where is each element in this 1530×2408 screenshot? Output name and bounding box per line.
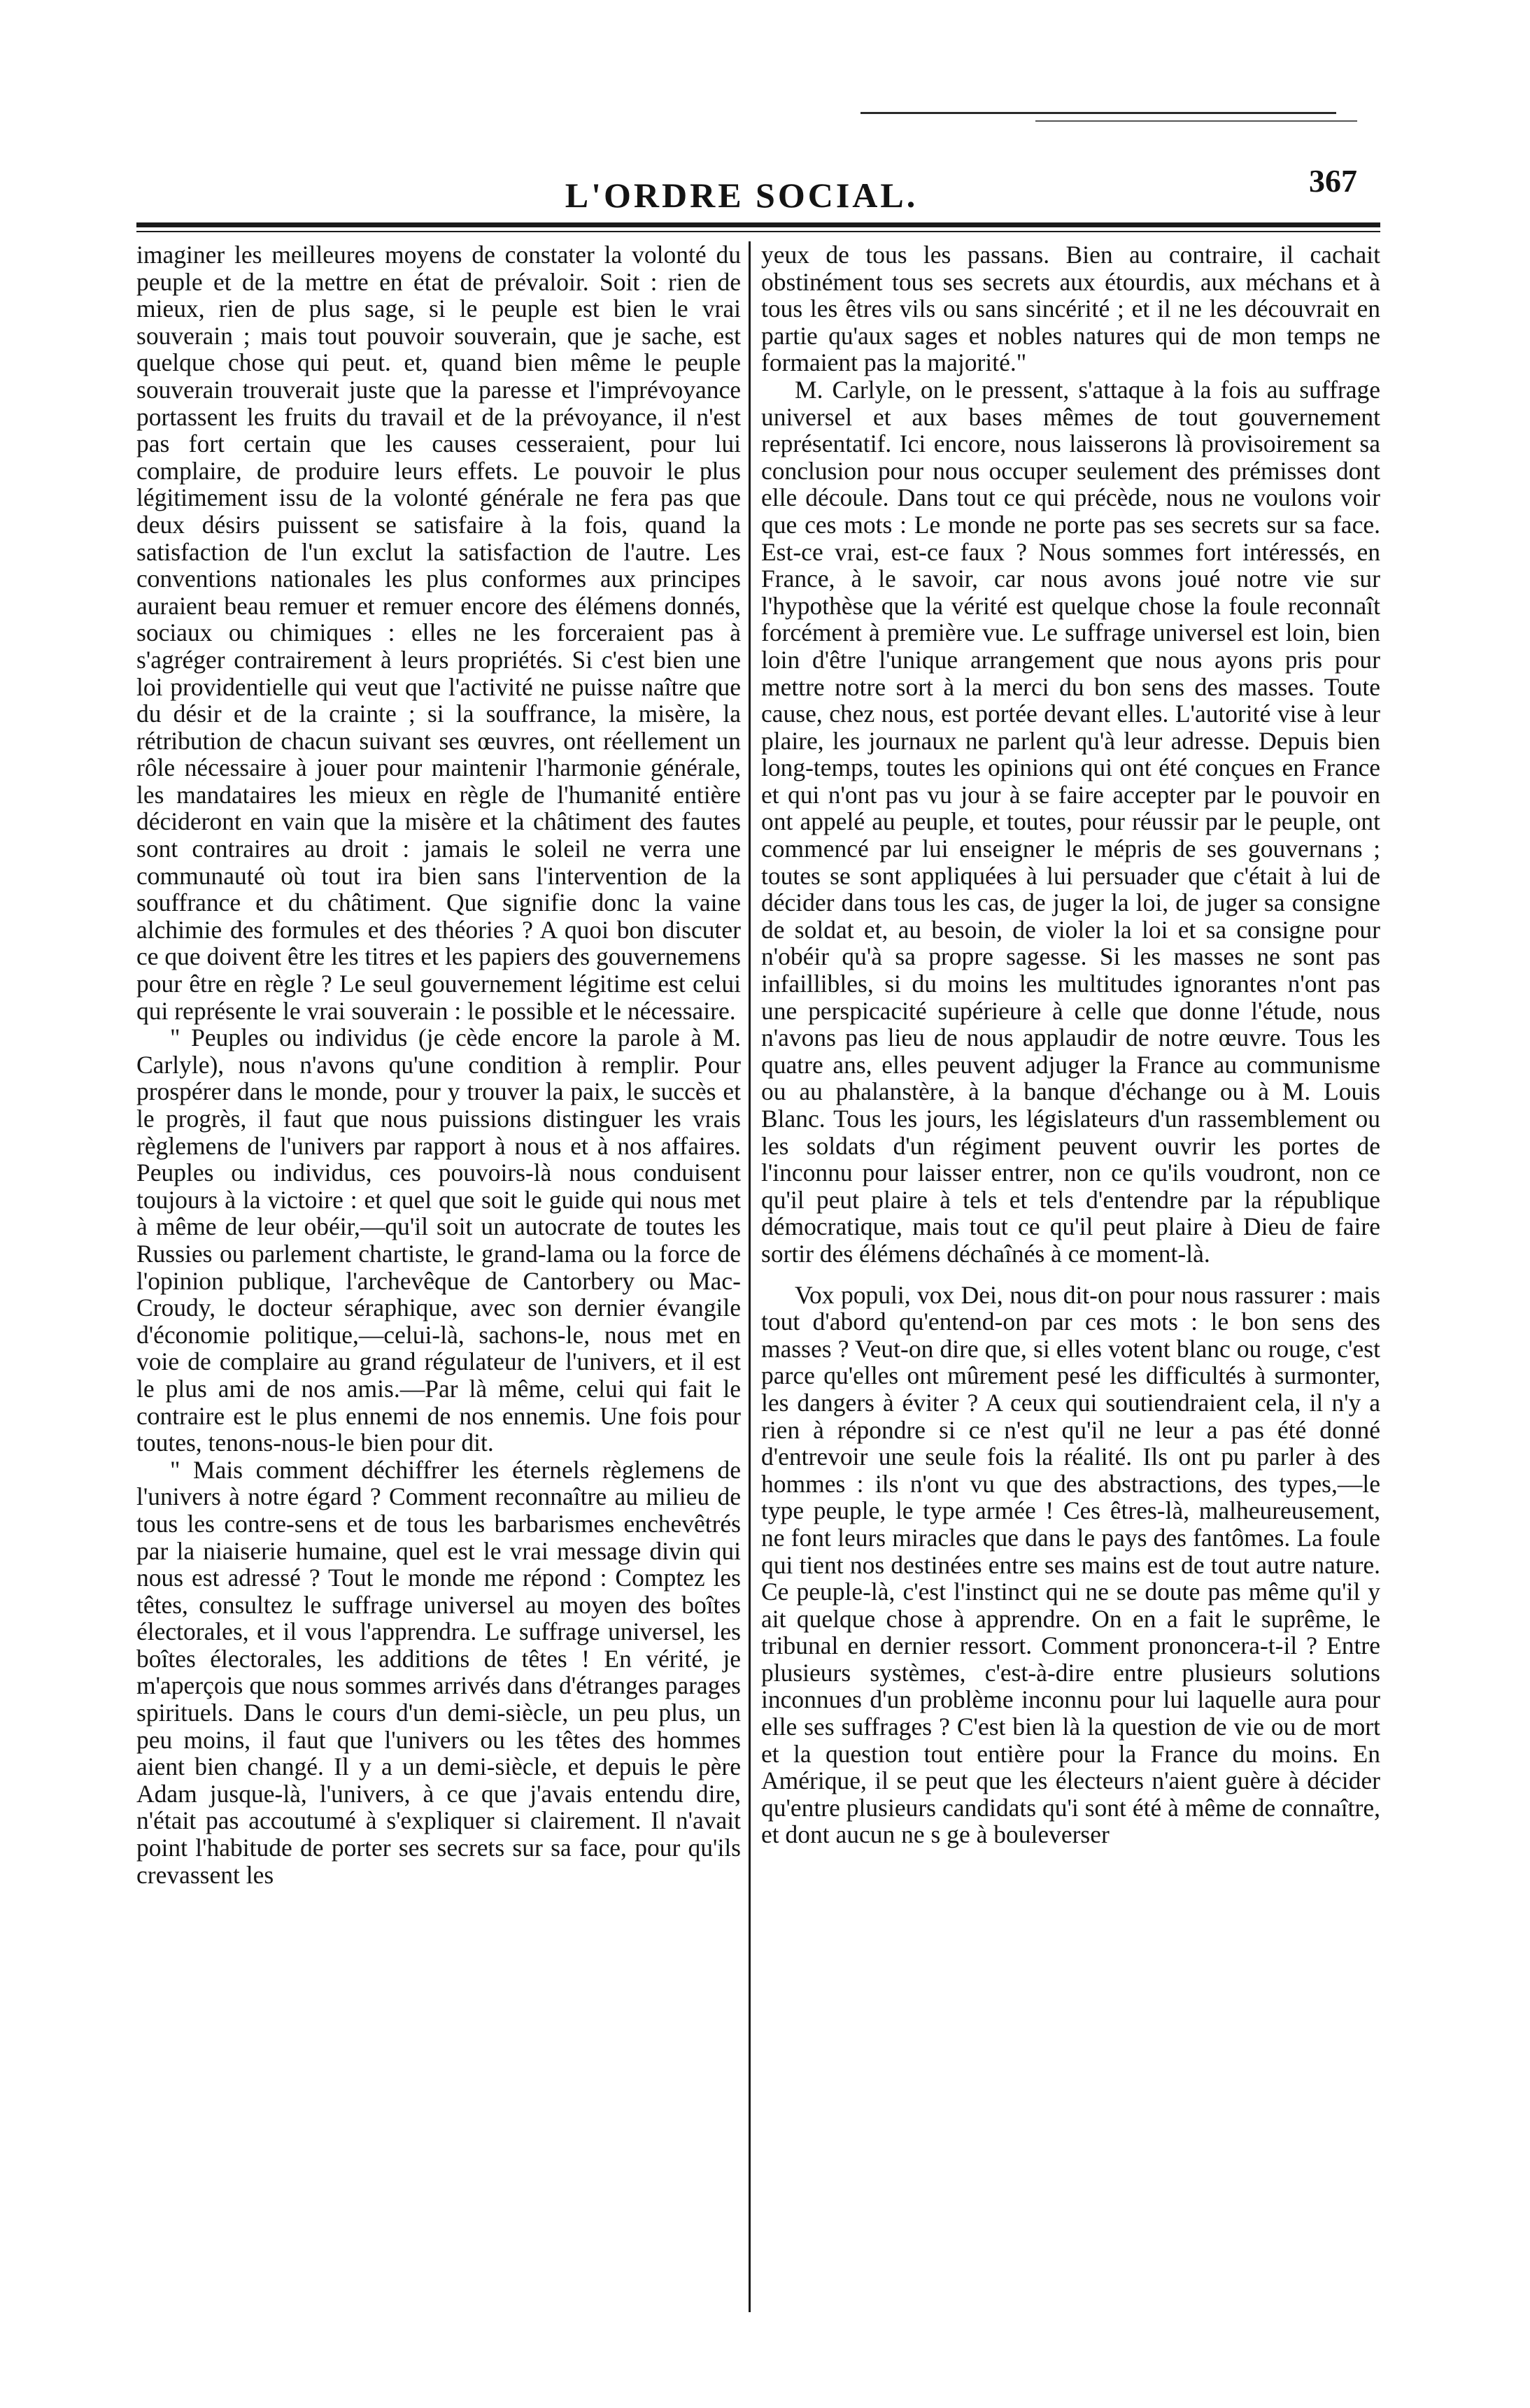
paragraph: " Mais comment déchiffrer les éternels règlemens de l'univers à notre égard ? Comment reconnaître au milieu de tous les contre-sens et de tous les barbarismes enchevêtrés par la niaiserie humaine, quel est le vrai message divin qui nous est adressé ? Tout le monde me répond : Comptez les têtes, consultez le suffrage universel au moyen des boîtes électorales, et il vous l'apprendra. Le suffrage universel, les boîtes électorales, les additions de têtes ! En vérité, je m'aperçois que nous sommes arrivés dans d'étranges parages spirituels. Dans le cours d'un demi-siècle, un peu plus, un peu moins, il faut que l'univers ou les têtes des hommes aient bien changé. Il y a un demi-siècle, et depuis le père Adam jusque-là, l'univers, à ce que j'avais entendu dire, n'était pas accoutumé à s'expliquer si clairement. Il n'avait point l'habitude de porter ses secrets sur sa face, pour qu'ils crevassent les — [136, 1455, 741, 1889]
header-rule — [136, 222, 1380, 227]
right-column — [761, 241, 1380, 1848]
left-column — [136, 241, 741, 1888]
paragraph: Vox populi, vox Dei, nous dit-on pour nous rassurer : mais tout d'abord qu'entend-on par ces mots : le bon sens des masses ? Veut-on dire que, si elles votent blanc ou rouge, c'est parce qu'elles ont mûrement pesé les difficultés à surmonter, les dangers à éviter ? A ceux qui soutiendraient cela, il n'y a rien à répondre si ce n'est qu'il ne leur a pas été donné d'entrevoir une seule fois la réalité. Ils ont pu parler à des hommes : ils n'ont vu que des abstractions, des types,—le type peuple, le type armée ! Ces êtres-là, malheureusement, ne font leurs miracles que dans le pays des fantômes. La foule qui tient nos destinées entre ses mains est de tout autre nature. Ce peuple-là, c'est l'instinct qui ne se doute pas même qu'il y ait quelque chose à apprendre. On en a fait le suprême, le tribunal en dernier ressort. Comment prononcera-t-il ? Entre plusieurs systèmes, c'est-à-dire entre plusieurs solutions inconnues d'un problème inconnu pour lui laquelle aura pour elle ses suffrages ? C'est bien là la question de vie ou de mort et la question tout entière pour la France du moins. En Amérique, il se peut que les électeurs n'aient guère à décider qu'entre plusieurs candidats qu'i sont été à même de connaître, et dont aucun ne s ge à bouleverser — [761, 1280, 1380, 1849]
paragraph: yeux de tous les passans. Bien au contraire, il cachait obstinément tous ses secrets aux étourdis, aux méchans et à tous les êtres vils ou sans sincérité ; et il ne les découvrait en partie qu'aux sages et nobles natures qui de mon temps ne formaient pas la majorité." — [761, 241, 1380, 377]
column-divider — [749, 241, 751, 2312]
top-decorative-rule — [860, 112, 1336, 114]
header-rule-thin — [136, 231, 1380, 232]
paragraph: imaginer les meilleures moyens de constater la volonté du peuple et de la mettre en état de prévaloir. Soit : rien de mieux, rien de plus sage, si le peuple est bien le vrai souverain ; mais tout pouvoir souverain, que je sache, est quelque chose qui peut. et, quand bien même le peuple souverain trouverait juste que la paresse et l'imprévoyance portassent les fruits du travail et de la prévoyance, il n'est pas fort certain que les causes cesseraient, pour lui complaire, de produire leurs effets. Le pouvoir le plus légitimement issu de la volonté générale ne fera pas que deux désirs puissent se satisfaire à la fois, quand la satisfaction de l'un exclut la satisfaction de l'autre. Les conventions nationales les plus conformes aux principes auraient beau remuer et remuer encore des élémens donnés, sociaux ou chimiques : elles ne les forceraient pas à s'agréger contrairement à leurs propriétés. Si c'est bien une loi providentielle qui veut que l'activité ne puisse naître que du désir et de la crainte ; si la souffrance, la misère, la rétribution de chacun suivant ses œuvres, ont réellement un rôle nécessaire à jouer pour maintenir l'harmonie générale, les mandataires les mieux en règle de l'humanité entière décideront en vain que la misère et la châtiment des fautes sont contraires au droit : jamais le soleil ne verra une communauté où tout ira bien sans l'intervention de la souffrance et du châtiment. Que signifie donc la vaine alchimie des formules et des théories ? A quoi bon discuter ce que doivent être les titres et les papiers des gouvernemens pour être en règle ? Le seul gouvernement légitime est celui qui représente le vrai souverain : le possible et le nécessaire. — [136, 241, 741, 1025]
paragraph: " Peuples ou individus (je cède encore la parole à M. Carlyle), nous n'avons qu'une condition à remplir. Pour prospérer dans le monde, pour y trouver la paix, le succès et le progrès, il faut que nous puissions distinguer les vrais règlemens de l'univers par rapport à nous et à nos affaires. Peuples ou individus, ces pouvoirs-là nous conduisent toujours à la victoire : et quel que soit le guide qui nous met à même de leur obéir,—qu'il soit un autocrate de toutes les Russies ou parlement chartiste, le grand-lama ou la force de l'opinion publique, l'archevêque de Cantorbery ou Mac-Croudy, le docteur séraphique, avec son dernier évangile d'économie politique,—celui-là, sachons-le, nous met en voie de complaire au grand régulateur de l'univers, et il est le plus ami de nos amis.—Par là même, celui qui fait le contraire est le plus ennemi de nos ennemis. Une fois pour toutes, tenons-nous-le bien pour dit. — [136, 1024, 741, 1457]
running-title: L'ORDRE SOCIAL. — [565, 176, 919, 215]
page-number: 367 — [1309, 163, 1357, 199]
top-decorative-rule-secondary — [1035, 120, 1357, 122]
paragraph: M. Carlyle, on le pressent, s'attaque à la fois au suffrage universel et aux bases mêmes de tout gouvernement représentatif. Ici encore, nous laisserons là provisoirement sa conclusion pour nous occuper seulement des prémisses dont elle découle. Dans tout ce qui précède, nous ne voulons voir que ces mots : Le monde ne porte pas ses secrets sur sa face. Est-ce vrai, est-ce faux ? Nous sommes fort intéressés, en France, à le savoir, car nous avons joué notre vie sur l'hypothèse que la vérité est quelque chose la foule reconnaît forcément à première vue. Le suffrage universel est loin, bien loin d'être l'unique arrangement que nous ayons pris pour mettre notre sort à la merci du bon sens des masses. Toute cause, chez nous, est portée devant elles. L'autorité vise à leur plaire, les journaux ne parlent qu'à leur adresse. Depuis bien long-temps, toutes les opinions qui ont été conçues en France et qui n'ont pas vu jour à se faire accepter par le pouvoir en ont appelé au peuple, et toutes, pour réussir par le peuple, ont commencé par lui enseigner le mépris de ses gouvernans ; toutes se sont appliquées à lui persuader que c'était à lui de décider dans tous les cas, de juger la loi, de juger sa consigne de soldat et, au besoin, de violer la loi et sa consigne pour n'obéir qu'à sa propre sagesse. Si les masses ne sont pas infaillibles, si du moins les multitudes ignorantes n'ont pas une perspicacité supérieure à celle que donne l'étude, nous n'avons pas lieu de nous applaudir de notre œuvre. Tous les quatre ans, elles peuvent adjuger la France au communisme ou au phalanstère, à la banque d'échange ou à M. Louis Blanc. Tous les jours, les législateurs d'un rassemblement ou les soldats d'un régiment peuvent ouvrir les portes de l'inconnu pour laisser entrer, non ce qu'ils voudront, non ce qu'il peut plaire à tels et tels d'entendre par la république démocratique, mais tout ce qu'il peut plaire à Dieu de faire sortir des élémens déchaînés à ce moment-là. — [761, 375, 1380, 1268]
